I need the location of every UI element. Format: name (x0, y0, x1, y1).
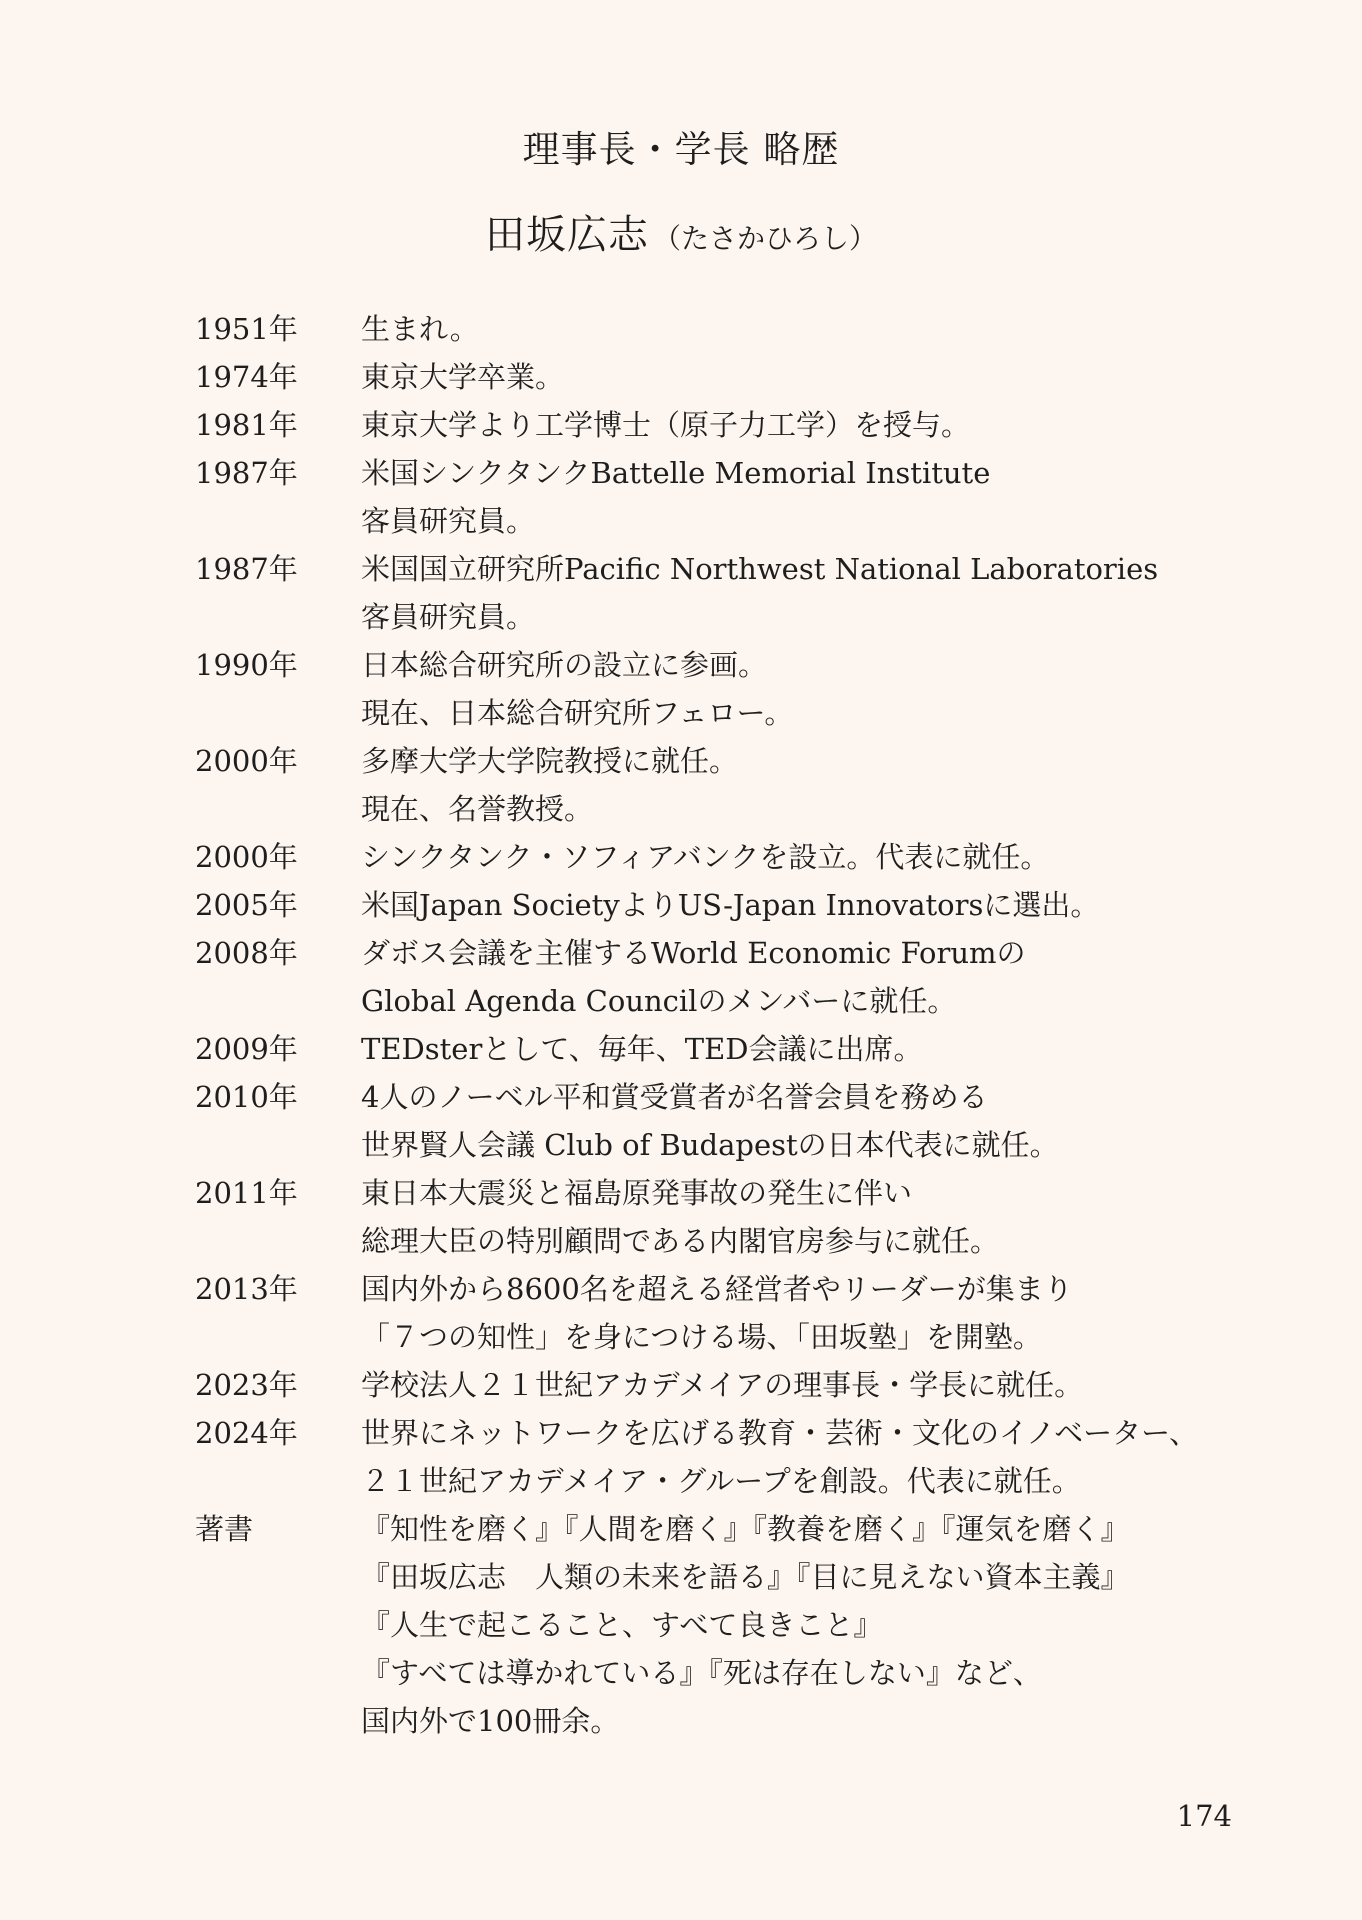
timeline-entry (195, 1073, 1255, 1169)
timeline-year: 1981年 (195, 408, 298, 442)
timeline-entry (195, 881, 1255, 929)
timeline-description (361, 881, 1255, 929)
timeline-description (361, 737, 1255, 833)
timeline-description (361, 833, 1255, 881)
timeline-description (361, 641, 1255, 737)
timeline-entry (195, 545, 1255, 641)
timeline-entry (195, 353, 1255, 401)
timeline-description-line: 生まれ。 (361, 312, 479, 346)
timeline-description-line: Global Agenda Councilのメンバーに就任。 (361, 984, 957, 1018)
timeline-year: 2024年 (195, 1416, 298, 1450)
timeline-description-line: 『田坂広志 人類の未来を語る』『目に見えない資本主義』 (361, 1560, 1130, 1594)
timeline-description-line: 米国シンクタンクBattelle Memorial Institute (361, 456, 991, 490)
timeline-description (361, 1505, 1255, 1745)
timeline-description-line: 米国国立研究所Pacific Northwest National Laboratories (361, 552, 1159, 586)
timeline-description-line: 客員研究員。 (361, 504, 536, 538)
timeline-description (361, 1409, 1255, 1505)
timeline-description (361, 545, 1255, 641)
timeline-entry (195, 449, 1255, 545)
timeline-description-line: 世界賢人会議 Club of Budapestの日本代表に就任。 (361, 1128, 1059, 1162)
timeline-year: 1951年 (195, 312, 298, 346)
timeline-entry (195, 1505, 1255, 1745)
timeline-entry (195, 401, 1255, 449)
timeline-year: 1987年 (195, 456, 298, 490)
timeline-description (361, 353, 1255, 401)
timeline-description-line: ダボス会議を主催するWorld Economic Forumの (361, 936, 1026, 970)
person-name: 田坂広志 (484, 212, 649, 258)
timeline-description (361, 1073, 1255, 1169)
timeline-year: 2008年 (195, 936, 298, 970)
timeline-description-line: 東京大学卒業。 (361, 360, 565, 394)
timeline-entry (195, 1025, 1255, 1073)
timeline-entry (195, 1361, 1255, 1409)
timeline-description-line: 4人のノーベル平和賞受賞者が名誉会員を務める (361, 1080, 988, 1114)
timeline-year: 2009年 (195, 1032, 298, 1066)
timeline-description-line: 『知性を磨く』『人間を磨く』『教養を磨く』『運気を磨く』 (361, 1512, 1130, 1546)
timeline-year: 1990年 (195, 648, 298, 682)
timeline-year: 2023年 (195, 1368, 298, 1402)
timeline-entry (195, 737, 1255, 833)
timeline-year: 1987年 (195, 552, 298, 586)
timeline-description (361, 1265, 1255, 1361)
timeline-description-line: 総理大臣の特別顧問である内閣官房参与に就任。 (361, 1224, 1000, 1258)
timeline-description-line: 日本総合研究所の設立に参画。 (361, 648, 768, 682)
timeline-description-line: 客員研究員。 (361, 600, 536, 634)
timeline-description (361, 305, 1255, 353)
timeline-entry (195, 1265, 1255, 1361)
timeline-description-line: 『人生で起こること、すべて良きこと』 (361, 1608, 883, 1642)
timeline-description-line: 米国Japan SocietyよりUS-Japan Innovatorsに選出。 (361, 888, 1100, 922)
timeline-entry (195, 1409, 1255, 1505)
person-name-heading (0, 208, 1362, 270)
timeline-description-line: 東日本大震災と福島原発事故の発生に伴い (361, 1176, 913, 1210)
timeline-description (361, 449, 1255, 545)
timeline-description-line: 『すべては導かれている』『死は存在しない』など、 (361, 1656, 1042, 1690)
timeline-description-line: 現在、日本総合研究所フェロー。 (361, 696, 794, 730)
timeline-description (361, 1025, 1255, 1073)
timeline-entry (195, 929, 1255, 1025)
timeline-year: 2000年 (195, 744, 298, 778)
timeline-entry (195, 833, 1255, 881)
timeline-description-line: 学校法人２１世紀アカデメイアの理事長・学長に就任。 (361, 1368, 1084, 1402)
timeline-description-line: 国内外から8600名を超える経営者やリーダーが集まり (361, 1272, 1073, 1306)
timeline-description-line: 現在、名誉教授。 (361, 792, 594, 826)
timeline-year: 1974年 (195, 360, 298, 394)
timeline-description-line: TEDsterとして、毎年、TED会議に出席。 (361, 1032, 923, 1066)
timeline-description (361, 1361, 1255, 1409)
timeline-description-line: 多摩大学大学院教授に就任。 (361, 744, 739, 778)
timeline-description-line: 世界にネットワークを広げる教育・芸術・文化のイノベーター、 (361, 1416, 1198, 1450)
timeline-description (361, 929, 1255, 1025)
timeline-description-line: 国内外で100冊余。 (361, 1704, 620, 1738)
biography-timeline (195, 305, 1255, 1745)
timeline-year: 2010年 (195, 1080, 298, 1114)
timeline-year: 2013年 (195, 1272, 298, 1306)
timeline-description (361, 401, 1255, 449)
timeline-year: 2011年 (195, 1176, 298, 1210)
timeline-year: 2000年 (195, 840, 298, 874)
timeline-year: 2005年 (195, 888, 298, 922)
timeline-year: 著書 (195, 1512, 254, 1546)
page-title: 理事長・学長 略歴 (522, 128, 840, 171)
timeline-description-line: 「７つの知性」を身につける場、「田坂塾」を開塾。 (361, 1320, 1042, 1354)
page-number: 174 (1176, 1799, 1232, 1833)
timeline-description-line: ２１世紀アカデメイア・グループを創設。代表に就任。 (361, 1464, 1081, 1498)
timeline-description-line: 東京大学より工学博士（原子力工学）を授与。 (361, 408, 971, 442)
timeline-entry (195, 641, 1255, 737)
timeline-entry (195, 305, 1255, 353)
timeline-description (361, 1169, 1255, 1265)
timeline-entry (195, 1169, 1255, 1265)
person-name-reading: （たさかひろし） (652, 222, 877, 255)
timeline-description-line: シンクタンク・ソフィアバンクを設立。代表に就任。 (361, 840, 1050, 874)
